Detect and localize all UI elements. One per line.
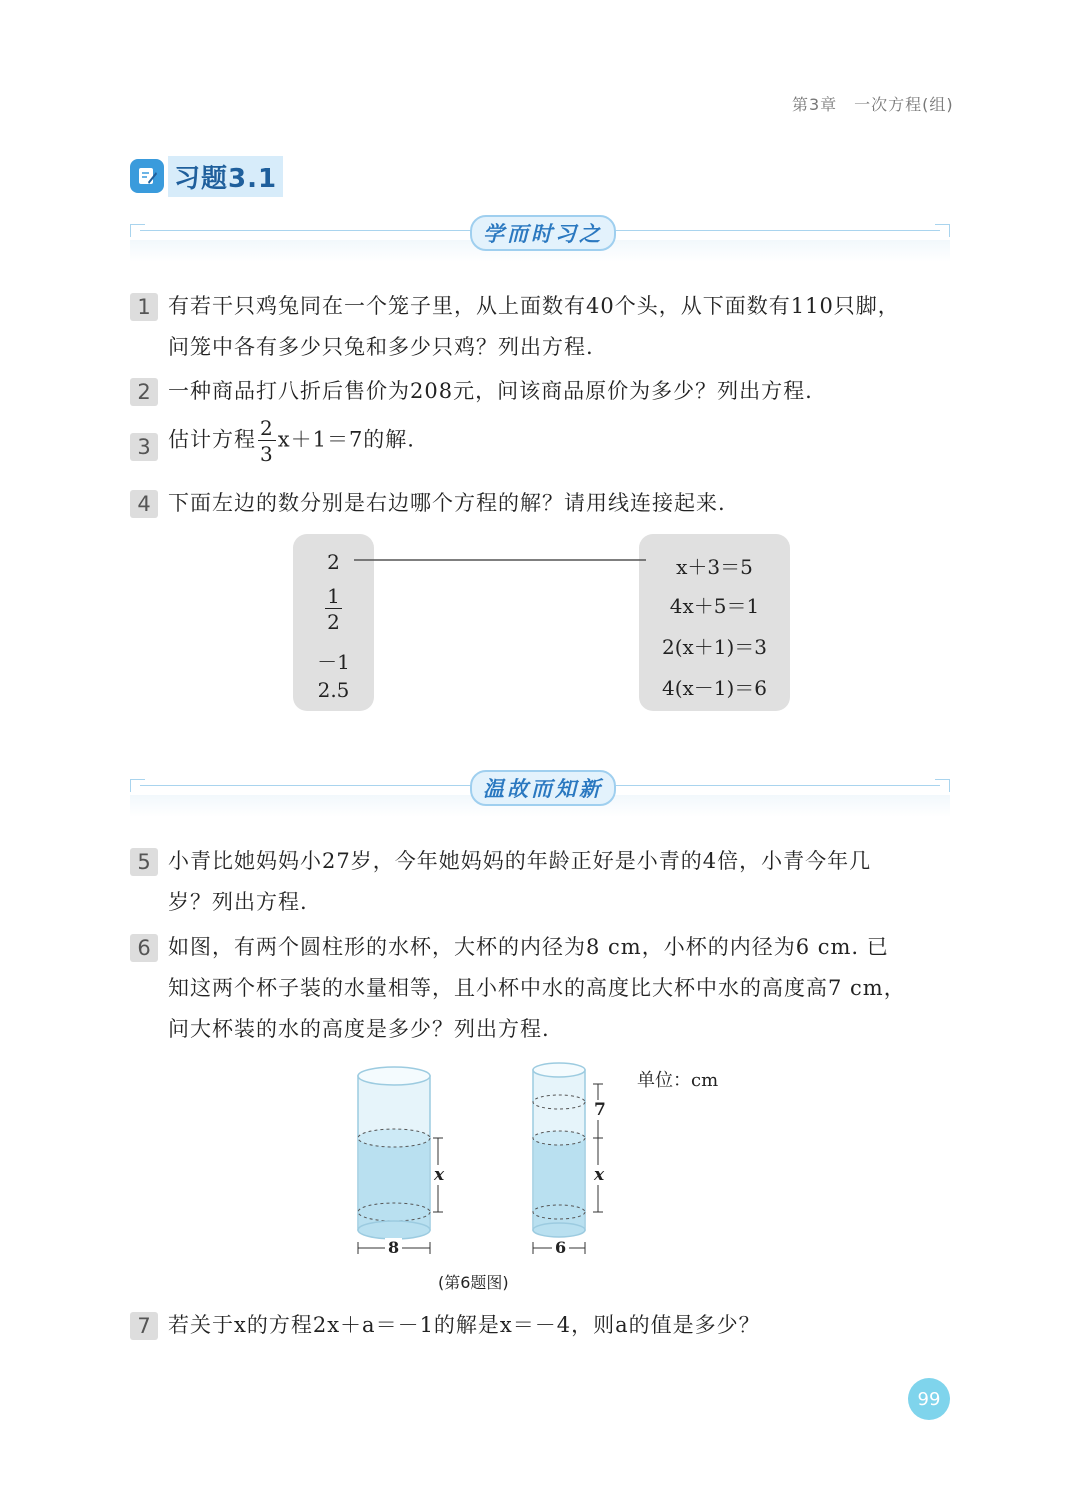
matching-value: 2 xyxy=(327,550,340,574)
problem-3-text: 估计方程 $\frac{2}{3}$ x＋1＝7的解. xyxy=(168,416,415,466)
matching-equation: x＋3＝5 xyxy=(676,555,753,579)
matching-value: $\frac{1}{2}$ xyxy=(327,584,340,634)
height-label-small: x xyxy=(594,1165,605,1185)
big-cup xyxy=(358,1067,430,1239)
diameter-label-small: 6 xyxy=(552,1238,569,1257)
fraction: $\frac{2}{3}$ xyxy=(260,416,274,466)
matching-equation: 2(x＋1)＝3 xyxy=(661,635,768,659)
exercise-title xyxy=(130,158,283,194)
height-label-big: x xyxy=(434,1165,445,1185)
problem-2-text: 一种商品打八折后售价为208元，问该商品原价为多少？列出方程. xyxy=(168,379,813,403)
problem-5-text: 小青比她妈妈小27岁，今年她妈妈的年龄正好是小青的4倍，小青今年几 岁？列出方程. xyxy=(168,849,872,914)
problem-6-text: 如图，有两个圆柱形的水杯，大杯的内径为8 cm，小杯的内径为6 cm. 已 知这两个杯子装的水量相等，且小杯中水的高度比大杯中水的高度高7 cm， 问大杯装的水的高度是多少？列出方程. xyxy=(168,935,906,1041)
exercise-label: 习题3.1 xyxy=(168,156,283,197)
problem-number: 7 xyxy=(130,1312,158,1340)
matching-equation: 4(x－1)＝6 xyxy=(661,676,768,700)
section-title-review: 温故而知新 xyxy=(470,770,616,806)
figure-caption: (第6题图) xyxy=(438,1273,509,1292)
difference-label: 7 xyxy=(594,1100,606,1120)
connecting-line xyxy=(350,555,650,565)
cups-figure xyxy=(340,1062,620,1262)
section-banner-review xyxy=(130,771,950,817)
unit-label: 单位：cm xyxy=(637,1070,719,1091)
diameter-label-big: 8 xyxy=(385,1238,402,1257)
problem-number: 4 xyxy=(130,490,158,518)
section-title-learn: 学而时习之 xyxy=(470,215,616,251)
chapter-header: 第3章 一次方程(组) xyxy=(792,95,954,114)
matching-value: 2.5 xyxy=(317,678,350,702)
pencil-note-icon xyxy=(130,159,164,193)
matching-value: －1 xyxy=(317,650,350,674)
problem-number: 6 xyxy=(130,934,158,962)
problem-number: 5 xyxy=(130,848,158,876)
small-cup xyxy=(533,1063,585,1237)
problem-number: 1 xyxy=(130,293,158,321)
problem-1-text: 有若干只鸡兔同在一个笼子里，从上面数有40个头，从下面数有110只脚， 问笼中各有多少只兔和多少只鸡？列出方程. xyxy=(168,294,900,359)
problem-4-text: 下面左边的数分别是右边哪个方程的解？请用线连接起来. xyxy=(168,491,726,515)
problem-7-text: 若关于x的方程2x＋a＝－1的解是x＝－4，则a的值是多少？ xyxy=(168,1313,761,1337)
section-banner-learn xyxy=(130,216,950,262)
page-number: 99 xyxy=(908,1378,950,1420)
problem-number: 2 xyxy=(130,378,158,406)
problem-number: 3 xyxy=(130,433,158,461)
matching-equation: 4x＋5＝1 xyxy=(669,594,760,618)
